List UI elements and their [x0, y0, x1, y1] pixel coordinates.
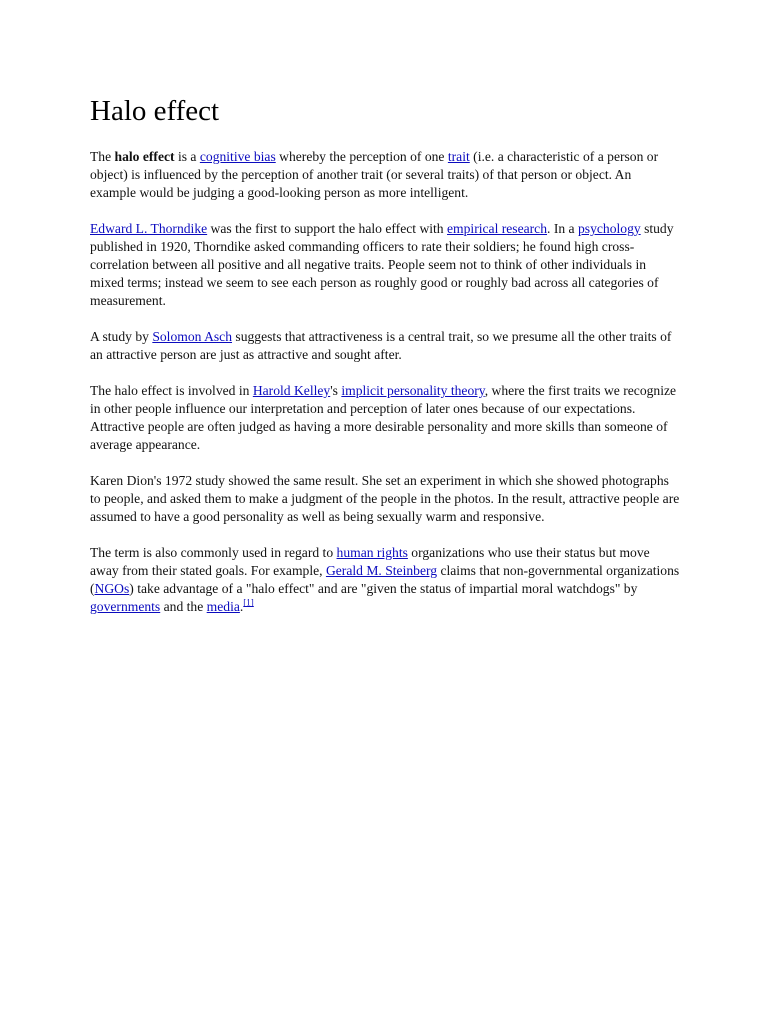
article: [90, 94, 680, 634]
text: .: [239, 599, 244, 614]
link-implicit-personality-theory[interactable]: implicit personality theory: [341, 383, 485, 398]
link-harold-kelley[interactable]: Harold Kelley: [252, 383, 331, 398]
text: A study by: [90, 329, 153, 344]
link-ngos[interactable]: NGOs: [94, 581, 130, 596]
paragraph-thorndike: [90, 220, 680, 310]
paragraph-definition: [90, 148, 680, 202]
link-gerald-steinberg[interactable]: Gerald M. Steinberg: [325, 563, 438, 578]
link-reference-1[interactable]: [1]: [243, 597, 254, 608]
text: . In a: [547, 221, 578, 236]
text: study published in 1920, Thorndike asked commanding officers to rate their soldiers; he found high cross-correlation between all positive and all negative traits. People seem not to think of other individuals in mixed terms; instead we seem to see each person as roughly good or roughly bad across all categories of measurement.: [90, 221, 674, 308]
text: and the: [160, 599, 207, 614]
paragraph-ngos: [90, 544, 680, 616]
text: Karen Dion's 1972 study showed the same result. She set an experiment in which she showed photographs to people, and asked them to make a judgment of the people in the photos. In the result, attractive people are assumed to have a good personality as well as being sexually warm and responsive.: [90, 473, 680, 524]
link-human-rights[interactable]: human rights: [336, 545, 408, 560]
text: organizations who use their status but move away from their stated goals. For example,: [90, 545, 650, 578]
link-empirical-research[interactable]: empirical research: [447, 221, 548, 236]
text: was the first to support the halo effect with: [207, 221, 448, 236]
paragraph-asch: [90, 328, 680, 364]
reference-footnote[interactable]: [243, 597, 254, 607]
link-edward-thorndike[interactable]: Edward L. Thorndike: [90, 221, 208, 236]
paragraph-dion: [90, 472, 680, 526]
link-trait[interactable]: trait: [447, 149, 470, 164]
text: 's: [330, 383, 342, 398]
page-title: Halo effect: [90, 95, 220, 127]
bold-term: halo effect: [114, 149, 175, 164]
text: (i.e. a characteristic of a person or object) is influenced by the perception of another trait (or several traits) of that person or object. An example would be judging a good-looking person as more intelligent.: [90, 149, 659, 200]
text: claims that non-governmental organizations (: [90, 563, 680, 596]
text: The: [90, 149, 115, 164]
link-solomon-asch[interactable]: Solomon Asch: [152, 329, 233, 344]
text: The halo effect is involved in: [90, 383, 253, 398]
link-cognitive-bias[interactable]: cognitive bias: [199, 149, 276, 164]
link-governments[interactable]: governments: [90, 599, 161, 614]
text: whereby the perception of one: [275, 149, 448, 164]
text: , where the first traits we recognize in other people influence our interpretation and perception of later ones because of our expectations. Attractive people are often judged as having a more desirable personality and more skills than someone of average appearance.: [90, 383, 677, 452]
text: ) take advantage of a "halo effect" and are "given the status of impartial moral watchdogs" by: [129, 581, 638, 596]
text: The term is also commonly used in regard to: [90, 545, 337, 560]
text: suggests that attractiveness is a central trait, so we presume all the other traits of an attractive person are just as attractive and sought after.: [90, 329, 672, 362]
link-media[interactable]: media: [206, 599, 240, 614]
text: is a: [174, 149, 200, 164]
paragraph-kelley: [90, 382, 680, 454]
link-psychology[interactable]: psychology: [577, 221, 641, 236]
